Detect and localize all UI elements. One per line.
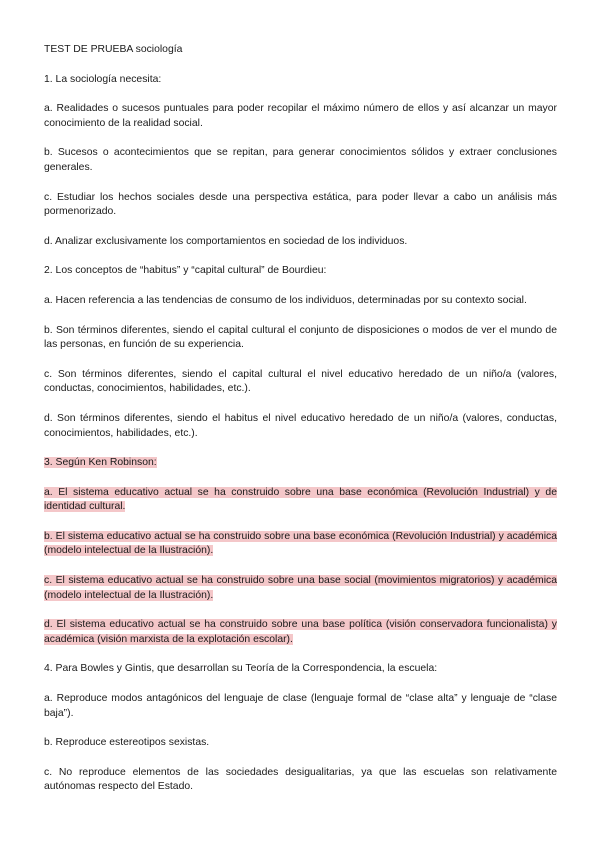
question-1-option-b <box>44 146 557 175</box>
question-2-text <box>44 264 557 279</box>
document-title <box>44 43 557 58</box>
question-4-text <box>44 662 557 677</box>
question-3-label-highlighted: 3. Según Ken Robinson: <box>44 457 157 469</box>
question-3-option-d <box>44 618 557 647</box>
question-2-option-d <box>44 412 557 441</box>
option-text-highlighted: d. El sistema educativo actual se ha construido sobre una base política (visión conservadora funcionalista) y académica (visión marxista de la explotación escolar). <box>44 619 557 645</box>
option-text: b. Son términos diferentes, siendo el capital cultural el conjunto de disposiciones o modos de ver el mundo de las personas, en función de su experiencia. <box>44 324 557 351</box>
question-1-text <box>44 73 557 88</box>
question-2-option-b <box>44 324 557 353</box>
option-text: d. Analizar exclusivamente los comportamientos en sociedad de los individuos. <box>44 235 408 247</box>
question-1 <box>44 73 557 250</box>
option-text-highlighted: c. El sistema educativo actual se ha construido sobre una base social (movimientos migratorios) y académica (modelo intelectual de la Ilustración). <box>44 575 557 601</box>
option-text: b. Reproduce estereotipos sexistas. <box>44 737 210 749</box>
option-text: c. No reproduce elementos de las sociedades desigualitarias, ya que las escuelas son relativamente autónomas respecto del Estado. <box>44 766 557 793</box>
question-2-label: 2. Los conceptos de “habitus” y “capital cultural” de Bourdieu: <box>44 265 327 277</box>
question-4-option-b <box>44 736 557 751</box>
question-2 <box>44 264 557 441</box>
question-4-option-c <box>44 766 557 795</box>
option-text: d. Son términos diferentes, siendo el habitus el nivel educativo heredado de un niño/a (valores, conductas, conocimientos, habilidades, etc.). <box>44 412 557 439</box>
question-4-option-a <box>44 692 557 721</box>
option-text-highlighted: a. El sistema educativo actual se ha construido sobre una base económica (Revolución Industrial) y de identidad cultural. <box>44 486 557 513</box>
option-text-highlighted: b. El sistema educativo actual se ha construido sobre una base económica (Revolución Industrial) y académica (modelo intelectual de la Ilustración). <box>44 530 557 557</box>
question-1-option-c <box>44 191 557 220</box>
option-text: a. Hacen referencia a las tendencias de consumo de los individuos, determinadas por su contexto social. <box>44 294 527 306</box>
question-3-option-a <box>44 486 557 515</box>
question-2-option-c <box>44 368 557 397</box>
question-3-option-b <box>44 530 557 559</box>
option-text: c. Estudiar los hechos sociales desde una perspectiva estática, para poder llevar a cabo un análisis más pormenorizado. <box>44 191 557 218</box>
option-text: c. Son términos diferentes, siendo el capital cultural el nivel educativo heredado de un niño/a (valores, conductas, conocimientos, habilidades, etc.). <box>44 368 557 395</box>
question-4 <box>44 662 557 795</box>
question-3 <box>44 456 557 647</box>
question-1-option-d <box>44 235 557 250</box>
document-title-text: TEST DE PRUEBA sociología <box>44 44 183 55</box>
option-text: b. Sucesos o acontecimientos que se repitan, para generar conocimientos sólidos y extraer conclusiones generales. <box>44 147 557 173</box>
option-text: a. Reproduce modos antagónicos del lenguaje de clase (lenguaje formal de “clase alta” y lenguaje de “clase baja”). <box>44 693 557 719</box>
question-4-label: 4. Para Bowles y Gintis, que desarrollan su Teoría de la Correspondencia, la escuela: <box>44 663 438 675</box>
question-2-option-a <box>44 294 557 309</box>
question-1-option-a <box>44 102 557 131</box>
question-3-option-c <box>44 574 557 603</box>
option-text: a. Realidades o sucesos puntuales para poder recopilar el máximo número de ellos y así alcanzar un mayor conocimiento de la realidad social. <box>44 103 557 129</box>
question-1-label: 1. La sociología necesita: <box>44 73 162 85</box>
question-3-text <box>44 456 557 471</box>
